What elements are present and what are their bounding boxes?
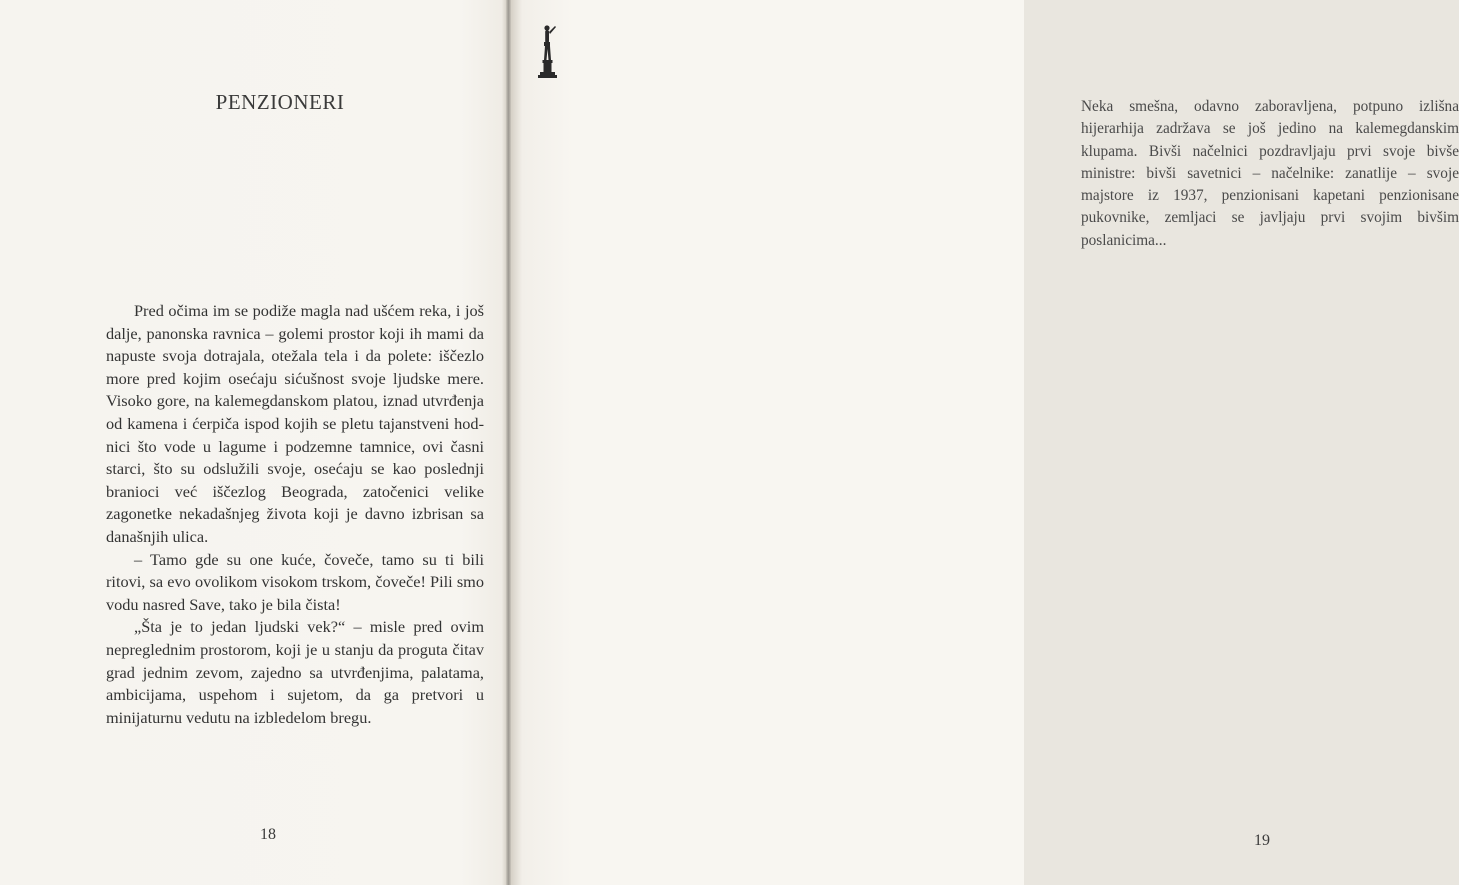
right-page-body (1081, 96, 1459, 252)
paragraph: Neka smešna, odavno zaboravljena, potpuno izlišna hijerarhija zadržava se još jedino na kalemegdanskim klupama. Bivši načelnici pozdravljaju prvi svoje bivše ministre: bivši savetnici – načelnike: zanatlije – svoje majstore iz 1937, penzionisani kapetani penzionisane pukovnike, zemljaci se javljaju prvi svojim bivšim poslanicima... (1081, 98, 1459, 249)
paragraph: „Šta je to jedan ljudski vek?“ – misle pred ovim nepreglednim prostorom, koji je u stanju da proguta čitav grad jednim zevom, zajedno sa utvrđenjima, palatama, ambicijama, uspehom i sujetom, da ga pretvori u minijaturnu vedutu na izbledelom bregu. (106, 617, 484, 727)
chapter-title: PENZIONERI (215, 90, 345, 114)
paragraph: – Tamo gde su one kuće, čoveče, tamo su ti bili ritovi, sa evo ovolikom visokom trskom, čoveče! Pili smo vodu nasred Save, tako je bila čista! (106, 549, 484, 614)
paragraph: Pred očima im se podiže magla nad ušćem reka, i još dalje, panonska ravnica – golemi prostor koji ih mami da napuste svoja dotrajala, otežala tela i da polete: iščezlo more pred kojim osećaju sićušnost svoje ljudske mere. Visoko gore, na kalemegdanskom platou, iznad utvrđenja od kamena i ćerpiča ispod kojih se pletu tajanstveni hodnici što vode u lagume i podzemne tamnice, ovi časni starci, što su odslužili svoje, osećaju se kao poslednji branioci već iščezlog Beograda, zatočenici velike zagonetke nekadašnjeg života koji je davno izbrisan sa današnjih ulica. (106, 301, 484, 546)
right-page (512, 0, 1459, 885)
page-number-left: 18 (260, 826, 276, 843)
page-number-right: 19 (1254, 832, 1270, 849)
statue-icon (535, 22, 565, 80)
left-page-body (106, 300, 484, 729)
left-page (0, 0, 508, 885)
